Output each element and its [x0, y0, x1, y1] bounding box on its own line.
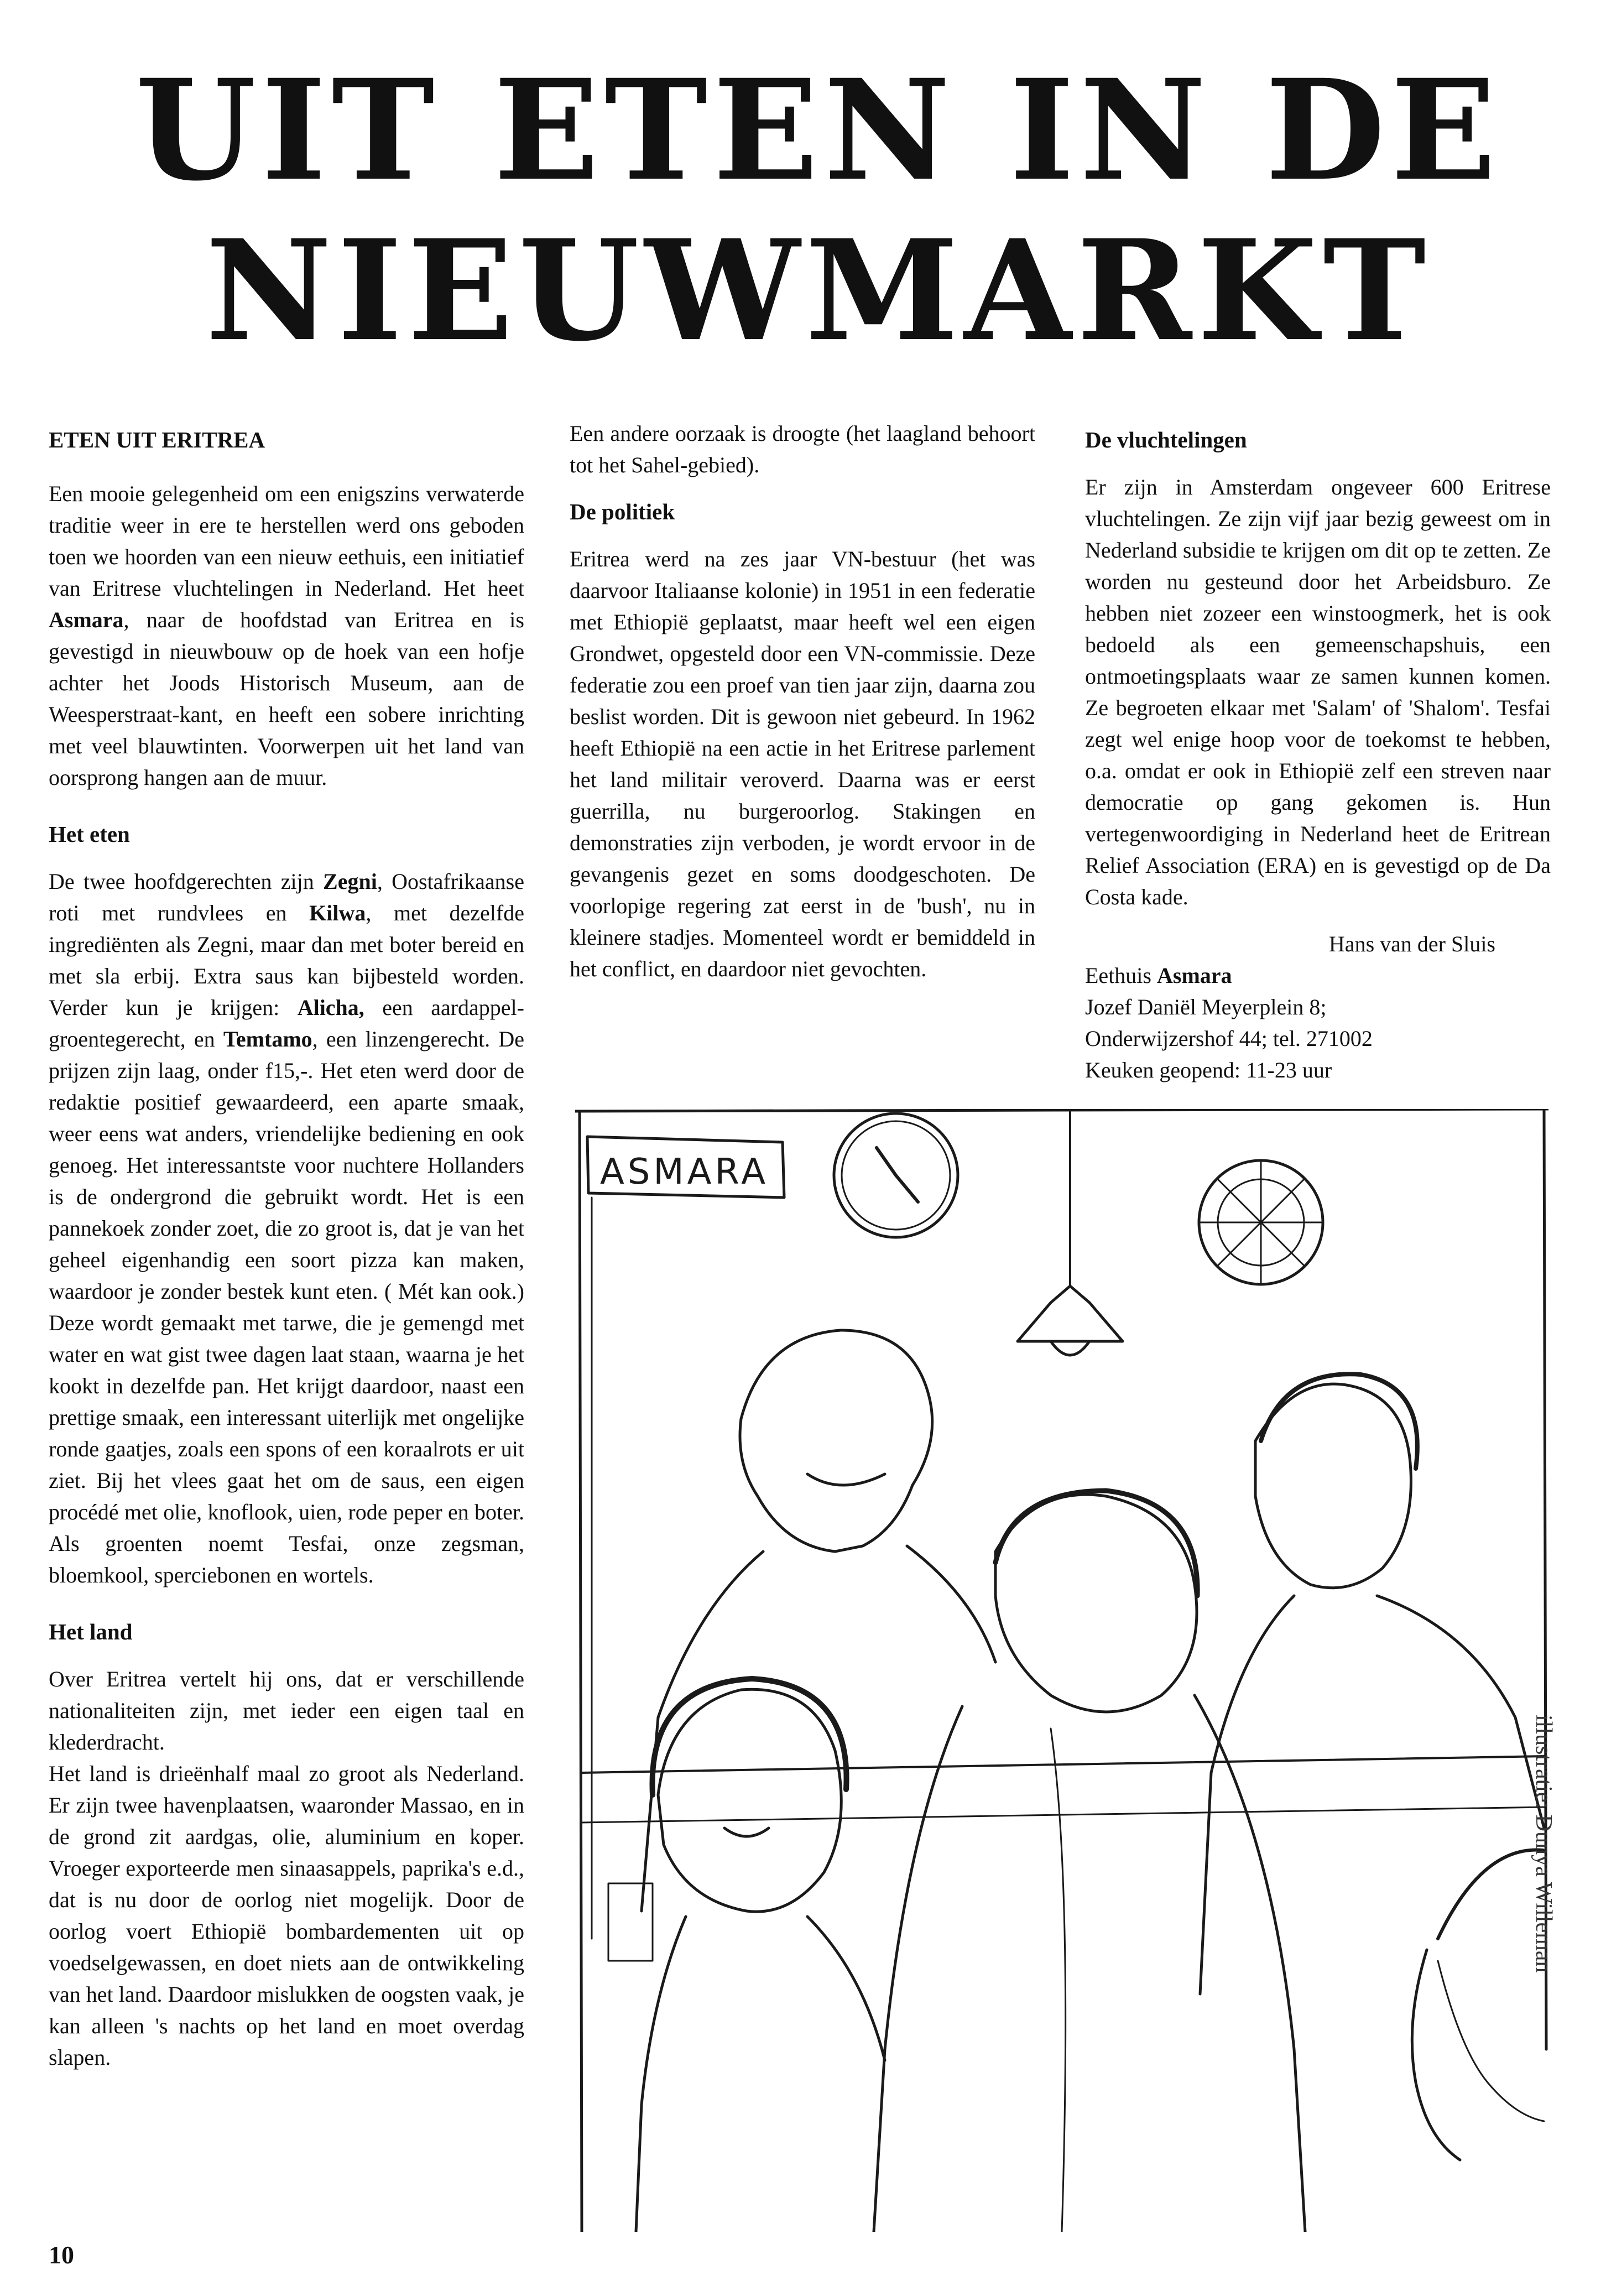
woman-head [658, 1689, 841, 1912]
paragraph-drought: Een andere oorzaak is droogte (het laagland behoort tot het Sahel-gebied). [570, 421, 1035, 477]
paragraph-politics: Eritrea werd na zes jaar VN-bestuur (het was daarvoor Italiaanse kolonie) in 1951 in een federatie met Ethiopië geplaatst, maar heeft wel een eigen Grondwet, opgesteld door een VN-commissie. Deze federatie zou een proef van tien jaar zijn, daarna zou beslist worden. Dit is gewoon niet gebeurd. In 1962 heeft Ethiopië na een actie in het Eritrese parlement het land militair veroverd. Daarna was er eerst guerrilla, nu burgeroorlog. Stakingen en demonstraties zijn verboden, je wordt ervoor in de gevangenis gezet en soms doodgeschoten. De voorlopige regering zat eerst in de 'bush', nu in kleinere stadjes. Momenteel wordt er bemiddeld in het conflict, en daardoor niet gevochten. [570, 546, 1035, 981]
bold-asmara: Asmara [49, 607, 124, 632]
address-line-1: Jozef Daniël Meyerplein 8; [1085, 995, 1327, 1019]
heading-het-land: Het land [49, 1619, 133, 1644]
paragraph-refugees: Er zijn in Amsterdam ongeveer 600 Eritrese vluchtelingen. Ze zijn vijf jaar bezig geweest om in Nederland subsidie te krijgen om dit op te zetten. Ze worden nu gesteund door het Arbeidsburo. Ze hebben niet zozeer een winstoogmerk, het is ook bedoeld als een gemeenschapshuis, een ontmoetingsplaats waar ze samen kunnen komen. Ze begroeten elkaar met 'Salam' of 'Shalom'. Tesfai zegt wel enige hoop voor de toekomst te hebben, o.a. omdat er ook in Ethiopië zelf een streven naar democratie op gang gekomen is. Hun vertegenwoordiging in Nederland heet de Eritrean Relief Association (ERA) en is gevestigd op de Da Costa kade. [1085, 475, 1551, 909]
heading-de-vluchtelingen: De vluchtelingen [1085, 427, 1247, 452]
sign-text: ASMARA [600, 1152, 769, 1193]
text-run: , een linzengerecht. De prijzen zijn laag, onder f15,-. Het eten werd door de redaktie positief gewaardeerd, een aparte smaak, weer eens wat anders, vriendelijke bediening en ook genoeg. Het interessantste voor nuchtere Hollanders is de ondergrond die gebruikt wordt. Het is een pannekoek zonder zoet, die zo groot is, dat je van het geheel eigenhandig een soort pizza kan maken, waardoor je zonder bestek kunt eten. ( Mét kan ook.) Deze wordt gemaakt met tarwe, die je gemengd met water en wat gist twee dagen laat staan, waarna je het kookt in dezelfde pan. Het krijgt daardoor, naast een prettige smaak, een interessant uiterlijk met ongelijke ronde gaatjes, zoals een spons of een koraalrots er uit ziet. Bij het vlees gaat het om de saus, een eigen procédé met olie, knoflook, uien, rode peper en boter. Als groenten noemt Tesfai, onze zegsman, bloemkool, sperciebonen en wortels. [49, 1027, 525, 1587]
paragraph-intro [49, 478, 524, 793]
author-name: Hans van der Sluis [1328, 931, 1495, 956]
venue-name: Asmara [1156, 963, 1232, 988]
young-man-head [1255, 1384, 1411, 1588]
title-line-2: NIEUWMARKT [205, 209, 1432, 372]
glass [608, 1883, 653, 1961]
man-bald-head [740, 1330, 932, 1552]
page-title [111, 50, 1526, 371]
text-run: , Oostafrikaanse roti met rundvlees en [49, 869, 524, 925]
text-run: Een mooie gelegenheid om een enigszins verwaterde traditie weer in ere te herstellen werd ons geboden toen we hoorden van een nieuw eethuis, een initiatief van Eritrese vluchtelingen in Nederland. Het heet [49, 481, 524, 601]
bold-alicha: Alicha, [297, 995, 364, 1020]
heading-het-eten: Het eten [49, 821, 130, 847]
signature-block [1085, 928, 1551, 1086]
man-curly-hair-back [995, 1495, 1197, 1712]
restaurant-illustration [575, 1109, 1548, 2232]
text-run: een aardappel-groentegerecht, en [49, 995, 524, 1051]
column-2 [570, 418, 1035, 1000]
heading-de-politiek: De politiek [570, 499, 675, 524]
bold-kilwa: Kilwa [309, 900, 366, 925]
text-run: , met dezelfde ingrediënten als Zegni, maar dan met boter bereid en met sla erbij. Extra saus kan bijbesteld worden. Verder kun je krijgen: [49, 900, 524, 1020]
column-1 [49, 418, 524, 2089]
pendant-lamp [1018, 1286, 1123, 1341]
column-3 [1085, 418, 1551, 1086]
title-line-1: UIT ETEN IN DE [135, 49, 1502, 211]
venue-prefix: Eethuis [1085, 963, 1157, 988]
opening-hours: Keuken geopend: 11-23 uur [1085, 1058, 1332, 1082]
venue-line [1085, 960, 1551, 991]
address-line-2: Onderwijzershof 44; tel. 271002 [1085, 1026, 1373, 1051]
paragraph-land-2: Het land is drieënhalf maal zo groot als Nederland. Er zijn twee havenplaatsen, waaronder Massao, en in de grond zit aardgas, olie, aluminium en koper. Vroeger exporteerde men sinaasappels, paprika's e.d., dat is nu door de oorlog niet mogelijk. Door de oorlog voert Ethiopië bombardementen uit op voedselgewassen, en doet niets aan de ontwikkeling van het land. Daardoor mislukken de oogsten vaak, je kan alleen 's nachts op het land en moet overdag slapen. [49, 1761, 524, 2070]
bold-temtamo: Temtamo [223, 1027, 312, 1051]
illustration-credit: illustratie: Dunya Willeman [1531, 1715, 1556, 1973]
text-run: , naar de hoofdstad van Eritrea en is gevestigd in nieuwbouw op de hoek van een hofje achter het Joods Historisch Museum, aan de Weesperstraat-kant, en heeft een sobere inrichting met veel blauwtinten. Voorwerpen uit het land van oorsprong hangen aan de muur. [49, 607, 524, 790]
text-run: De twee hoofdgerechten zijn [49, 869, 324, 894]
paragraph-land-1: Over Eritrea vertelt hij ons, dat er verschillende nationaliteiten zijn, met ieder een eigen taal en klederdracht. [49, 1667, 524, 1754]
bold-zegni: Zegni [323, 869, 377, 894]
paragraph-food [49, 866, 524, 1591]
heading-eten-uit-eritrea: ETEN UIT ERITREA [49, 427, 265, 452]
page-number: 10 [49, 2241, 74, 2269]
